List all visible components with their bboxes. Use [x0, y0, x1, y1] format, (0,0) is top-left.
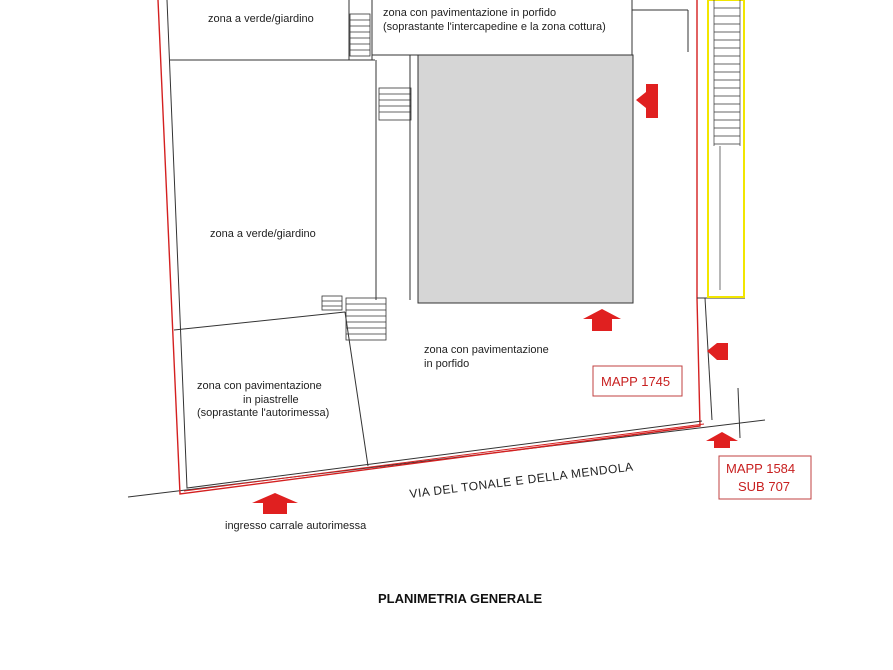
label-porfido-center-2: in porfido — [424, 358, 470, 370]
building-footprint — [418, 55, 633, 303]
label-piastrelle-1: zona con pavimentazione — [197, 380, 322, 392]
stair-top — [350, 14, 370, 56]
arrow-building-right — [636, 84, 658, 118]
label-zona-verde-top: zona a verde/giardino — [208, 13, 314, 25]
label-porfido-top-1: zona con pavimentazione in porfido — [383, 7, 557, 19]
label-mapp-1745: MAPP 1745 — [601, 374, 671, 389]
highlighted-passage — [708, 0, 744, 297]
arrow-mapp1584 — [706, 432, 738, 448]
arrow-passage — [707, 343, 728, 360]
label-zona-verde-mid: zona a verde/giardino — [210, 228, 316, 240]
label-piastrelle-3: (soprastante l'autorimessa) — [197, 407, 330, 419]
label-porfido-top-2: (soprastante l'intercapedine e la zona cottura) — [383, 21, 606, 33]
arrow-building-bottom — [583, 309, 621, 331]
stair-mid — [379, 88, 411, 120]
label-piastrelle-2: in piastrelle — [243, 394, 299, 406]
label-porfido-center-1: zona con pavimentazione — [424, 344, 549, 356]
arrow-ingresso — [252, 493, 298, 514]
stair-lower — [322, 296, 386, 340]
label-street: VIA DEL TONALE E DELLA MENDOLA — [408, 459, 635, 501]
label-ingresso: ingresso carrale autorimessa — [225, 520, 367, 532]
label-sub-707: SUB 707 — [738, 479, 791, 494]
page-title: PLANIMETRIA GENERALE — [378, 591, 543, 606]
label-mapp-1584: MAPP 1584 — [726, 461, 796, 476]
